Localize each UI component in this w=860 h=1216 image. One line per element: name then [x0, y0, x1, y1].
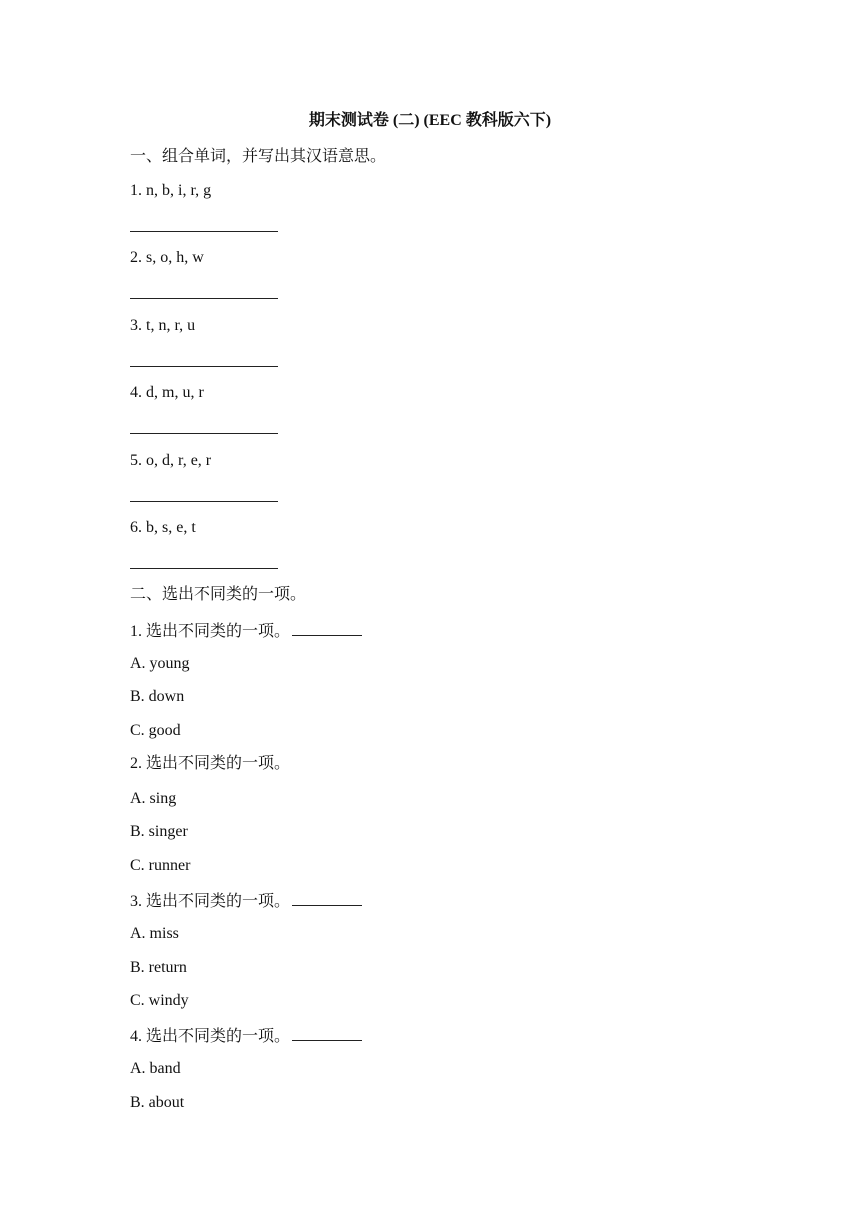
answer-blank-5[interactable]	[130, 501, 278, 502]
word-item-2: 2. s, o, h, w	[130, 249, 204, 266]
question-2-option-a: A. sing	[130, 790, 177, 807]
answer-blank-2[interactable]	[130, 298, 278, 299]
question-3-option-b: B. return	[130, 959, 187, 976]
question-1-stem	[130, 619, 362, 643]
word-item-5: 5. o, d, r, e, r	[130, 452, 212, 469]
question-3-stem	[130, 889, 362, 913]
question-4-option-a: A. band	[130, 1060, 181, 1077]
question-4-answer-blank[interactable]	[292, 1024, 362, 1041]
question-2-option-b: B. singer	[130, 823, 188, 840]
question-4-stem	[130, 1024, 362, 1048]
section-2-heading: 二、选出不同类的一项。	[130, 586, 307, 603]
question-4-text: 4. 选出不同类的一项。	[130, 1028, 291, 1045]
question-4-option-b: B. about	[130, 1094, 185, 1111]
question-2-option-c: C. runner	[130, 857, 191, 874]
answer-blank-1[interactable]	[130, 231, 278, 232]
word-item-3: 3. t, n, r, u	[130, 317, 196, 334]
page-title: 期末测试卷 (二) (EEC 教科版六下)	[308, 112, 552, 129]
question-3-option-c: C. windy	[130, 992, 189, 1009]
question-1-option-c: C. good	[130, 722, 181, 739]
answer-blank-3[interactable]	[130, 366, 278, 367]
question-2-stem: 2. 选出不同类的一项。	[130, 755, 291, 772]
question-1-option-b: B. down	[130, 688, 185, 705]
word-item-4: 4. d, m, u, r	[130, 384, 204, 401]
word-item-1: 1. n, b, i, r, g	[130, 182, 212, 199]
question-3-option-a: A. miss	[130, 925, 179, 942]
answer-blank-4[interactable]	[130, 433, 278, 434]
question-1-text: 1. 选出不同类的一项。	[130, 623, 291, 640]
question-3-answer-blank[interactable]	[292, 889, 362, 906]
question-1-answer-blank[interactable]	[292, 619, 362, 636]
question-3-text: 3. 选出不同类的一项。	[130, 893, 291, 910]
question-1-option-a: A. young	[130, 655, 190, 672]
answer-blank-6[interactable]	[130, 568, 278, 569]
word-item-6: 6. b, s, e, t	[130, 519, 196, 536]
section-1-heading: 一、组合单词，并写出其汉语意思。	[130, 148, 387, 165]
